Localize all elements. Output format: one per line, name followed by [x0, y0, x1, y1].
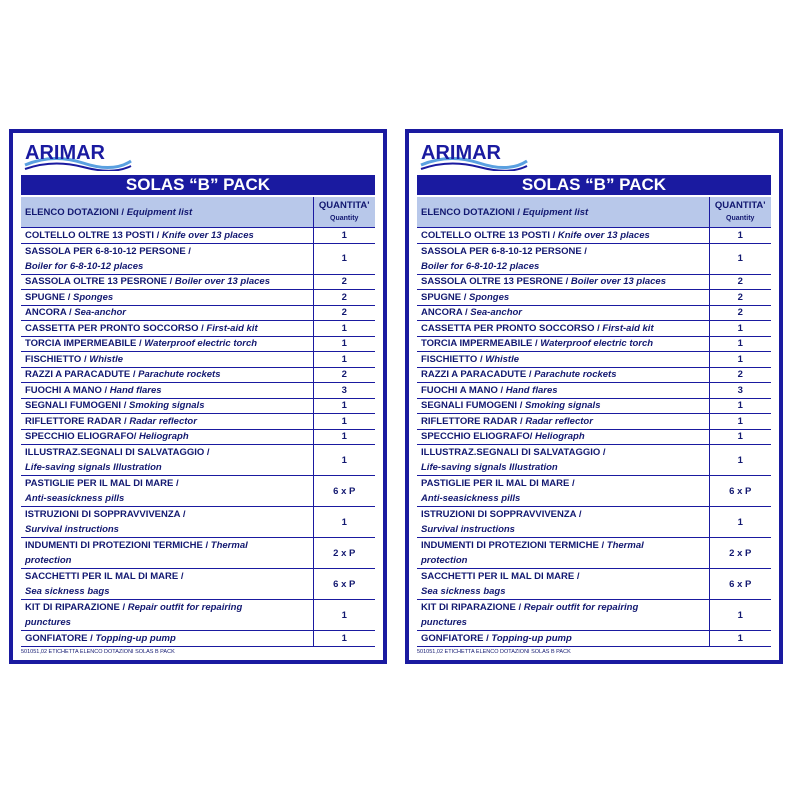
item-quantity: 2 [709, 367, 771, 383]
item-quantity: 6 x P [313, 476, 375, 507]
item-en: Anti-seasickness pills [421, 493, 521, 504]
equipment-item-cell: FUOCHI A MANO / Hand flares [417, 383, 709, 399]
item-it: RIFLETTORE RADAR [421, 415, 518, 427]
table-row [417, 305, 771, 321]
item-quantity: 3 [313, 383, 375, 399]
header-item-cell: ELENCO DOTAZIONI / Equipment list [417, 197, 709, 228]
item-quantity: 6 x P [709, 569, 771, 600]
item-it: GONFIATORE [421, 632, 484, 644]
item-en-continued: punctures [421, 617, 467, 628]
equipment-item-cell: RIFLETTORE RADAR / Radar reflector [417, 414, 709, 430]
footer-code: 501051,02 ETICHETTA ELENCO DOTAZIONI SOLAS B PACK [21, 649, 175, 655]
header-item-en: Equipment list [126, 206, 193, 218]
item-quantity: 1 [313, 336, 375, 352]
item-it: ANCORA [25, 307, 67, 319]
table-row [417, 321, 771, 337]
header-item-en: Equipment list [522, 206, 589, 218]
item-en: Smoking signals [524, 400, 601, 412]
item-quantity: 1 [313, 507, 375, 538]
header-qty-en: Quantity [330, 215, 359, 222]
item-line-1 [421, 600, 705, 615]
table-row [21, 352, 375, 368]
item-it: TORCIA IMPERMEABILE [25, 338, 137, 350]
item-it: COLTELLO OLTRE 13 POSTI [25, 229, 154, 241]
item-it: ILLUSTRAZ.SEGNALI DI SALVATAGGIO / [421, 447, 606, 458]
header-qty-cell [313, 197, 375, 228]
item-it: CASSETTA PER PRONTO SOCCORSO [421, 322, 595, 334]
item-en: Boiler over 13 places [570, 276, 666, 288]
item-quantity: 2 [313, 305, 375, 321]
item-it: KIT DI RIPARAZIONE / [25, 602, 126, 613]
item-quantity: 1 [313, 631, 375, 647]
equipment-table [417, 197, 771, 647]
item-en: Survival instructions [421, 524, 515, 535]
item-it: SASSOLA PER 6-8-10-12 PERSONE / [421, 245, 587, 257]
table-row [21, 274, 375, 290]
equipment-item-cell: RAZZI A PARACADUTE / Parachute rockets [21, 367, 313, 383]
table-row [417, 631, 771, 647]
item-en: Topping-up pump [95, 632, 176, 644]
equipment-item-cell [21, 243, 313, 274]
item-en: Smoking signals [128, 400, 205, 412]
item-en: Boiler for 6-8-10-12 places [25, 260, 144, 272]
table-row [21, 476, 375, 507]
item-en: Waterproof electric torch [144, 338, 258, 350]
item-en: Topping-up pump [491, 632, 572, 644]
table-row [21, 383, 375, 399]
item-en: Life-saving signals Illustration [25, 462, 162, 473]
item-quantity: 1 [709, 228, 771, 244]
item-quantity: 1 [313, 414, 375, 430]
item-line-1 [25, 600, 309, 615]
item-quantity: 1 [709, 631, 771, 647]
arimar-logo [419, 139, 529, 171]
table-row [417, 414, 771, 430]
item-quantity: 1 [313, 600, 375, 631]
item-quantity: 2 [709, 290, 771, 306]
item-en: Parachute rockets [534, 369, 617, 381]
table-row [417, 600, 771, 631]
header-item-cell: ELENCO DOTAZIONI / Equipment list [21, 197, 313, 228]
item-quantity: 1 [709, 336, 771, 352]
table-row [21, 445, 375, 476]
equipment-item-cell: SASSOLA OLTRE 13 PESRONE / Boiler over 13 places [21, 274, 313, 290]
item-quantity: 1 [313, 429, 375, 445]
item-en: Survival instructions [25, 524, 119, 535]
item-it: RAZZI A PARACADUTE [421, 369, 527, 381]
item-quantity: 2 x P [313, 538, 375, 569]
item-en: Sea-anchor [74, 307, 127, 319]
equipment-item-cell [417, 569, 709, 600]
equipment-item-cell [21, 429, 313, 445]
item-en: Heliograph [535, 431, 585, 443]
equipment-item-cell: SASSOLA OLTRE 13 PESRONE / Boiler over 13 places [417, 274, 709, 290]
table-row [21, 429, 375, 445]
equipment-item-cell [21, 507, 313, 538]
equipment-item-cell: TORCIA IMPERMEABILE / Waterproof electric torch [21, 336, 313, 352]
table-row [21, 631, 375, 647]
item-en: Heliograph [139, 431, 189, 443]
item-en: Sea-anchor [470, 307, 523, 319]
item-en: Boiler over 13 places [174, 276, 270, 288]
equipment-item-cell [417, 429, 709, 445]
item-quantity: 2 [313, 290, 375, 306]
item-it: SPECCHIO ELIOGRAFO/ [421, 431, 533, 443]
item-en: Knife over 13 places [557, 229, 650, 241]
equipment-item-cell: SPUGNE / Sponges [21, 290, 313, 306]
item-en: Hand flares [109, 384, 162, 396]
item-it: FISCHIETTO [25, 353, 82, 365]
table-row [417, 398, 771, 414]
table-row [21, 398, 375, 414]
equipment-item-cell: GONFIATORE / Topping-up pump [417, 631, 709, 647]
item-quantity: 2 [313, 367, 375, 383]
table-row [417, 352, 771, 368]
item-it: SASSOLA OLTRE 13 PESRONE [421, 276, 563, 288]
table-row [417, 367, 771, 383]
table-row [417, 445, 771, 476]
item-quantity: 1 [709, 507, 771, 538]
equipment-item-cell: ANCORA / Sea-anchor [21, 305, 313, 321]
equipment-item-cell: RAZZI A PARACADUTE / Parachute rockets [417, 367, 709, 383]
item-it: FISCHIETTO [421, 353, 478, 365]
item-quantity: 1 [709, 414, 771, 430]
item-en: Whistle [89, 353, 124, 365]
item-en: Thermal [210, 540, 248, 551]
item-en: Radar reflector [525, 415, 593, 427]
table-row [417, 336, 771, 352]
item-quantity: 2 [709, 274, 771, 290]
table-row [21, 414, 375, 430]
item-it: SPUGNE [421, 291, 462, 303]
item-it: ISTRUZIONI DI SOPPRAVVIVENZA / [421, 509, 582, 520]
equipment-item-cell [21, 600, 313, 631]
item-en: Boiler for 6-8-10-12 places [421, 260, 540, 272]
item-it: INDUMENTI DI PROTEZIONI TERMICHE / [421, 540, 605, 551]
svg-text:ARIMAR: ARIMAR [421, 142, 501, 164]
equipment-item-cell: ANCORA / Sea-anchor [417, 305, 709, 321]
item-line-1 [25, 538, 309, 553]
table-row [417, 569, 771, 600]
item-it: ISTRUZIONI DI SOPPRAVVIVENZA / [25, 509, 186, 520]
item-en: Anti-seasickness pills [25, 493, 125, 504]
equipment-item-cell [21, 476, 313, 507]
item-it: SASSOLA OLTRE 13 PESRONE [25, 276, 167, 288]
item-quantity: 1 [313, 228, 375, 244]
table-row [21, 367, 375, 383]
item-line-1 [421, 538, 705, 553]
item-it: SACCHETTI PER IL MAL DI MARE / [25, 571, 184, 582]
item-en-continued: punctures [25, 617, 71, 628]
item-en: Parachute rockets [138, 369, 221, 381]
item-en: Repair outfit for repairing [127, 602, 243, 613]
equipment-item-cell: COLTELLO OLTRE 13 POSTI / Knife over 13 places [21, 228, 313, 244]
item-it: COLTELLO OLTRE 13 POSTI [421, 229, 550, 241]
equipment-item-cell: COLTELLO OLTRE 13 POSTI / Knife over 13 places [417, 228, 709, 244]
table-row [21, 507, 375, 538]
item-it: TORCIA IMPERMEABILE [421, 338, 533, 350]
table-row [21, 228, 375, 244]
item-quantity: 3 [709, 383, 771, 399]
item-quantity: 2 x P [709, 538, 771, 569]
item-it: ILLUSTRAZ.SEGNALI DI SALVATAGGIO / [25, 447, 210, 458]
arimar-logo-icon [23, 139, 133, 171]
table-row [417, 274, 771, 290]
table-row [417, 290, 771, 306]
table-row [21, 336, 375, 352]
item-it: INDUMENTI DI PROTEZIONI TERMICHE / [25, 540, 209, 551]
header-qty-en: Quantity [726, 215, 755, 222]
equipment-item-cell [417, 600, 709, 631]
table-row [21, 600, 375, 631]
equipment-item-cell [417, 476, 709, 507]
item-quantity: 1 [709, 429, 771, 445]
item-it: PASTIGLIE PER IL MAL DI MARE / [421, 478, 575, 489]
label-card-left [9, 129, 387, 664]
item-en-continued: protection [421, 555, 468, 566]
table-row [21, 569, 375, 600]
item-it: SPECCHIO ELIOGRAFO/ [25, 431, 137, 443]
header-qty-it: QUANTITA' [318, 200, 370, 211]
item-it: SEGNALI FUMOGENI [25, 400, 122, 412]
item-it: CASSETTA PER PRONTO SOCCORSO [25, 322, 199, 334]
item-en: Sea sickness bags [25, 586, 110, 597]
header-item-it: ELENCO DOTAZIONI [25, 206, 119, 218]
item-quantity: 2 [313, 274, 375, 290]
item-quantity: 6 x P [709, 476, 771, 507]
item-quantity: 1 [313, 398, 375, 414]
item-en: First-aid kit [206, 322, 258, 334]
item-it: KIT DI RIPARAZIONE / [421, 602, 522, 613]
equipment-item-cell: SEGNALI FUMOGENI / Smoking signals [417, 398, 709, 414]
equipment-table [21, 197, 375, 647]
svg-text:ARIMAR: ARIMAR [25, 142, 105, 164]
item-quantity: 1 [313, 445, 375, 476]
item-en: First-aid kit [602, 322, 654, 334]
item-en: Life-saving signals Illustration [421, 462, 558, 473]
equipment-item-cell [417, 507, 709, 538]
equipment-item-cell: GONFIATORE / Topping-up pump [21, 631, 313, 647]
table-row [417, 383, 771, 399]
equipment-item-cell: CASSETTA PER PRONTO SOCCORSO / First-aid kit [417, 321, 709, 337]
item-quantity: 1 [709, 321, 771, 337]
item-en: Waterproof electric torch [540, 338, 654, 350]
equipment-item-cell: CASSETTA PER PRONTO SOCCORSO / First-aid kit [21, 321, 313, 337]
table-row [21, 538, 375, 569]
item-it: RIFLETTORE RADAR [25, 415, 122, 427]
equipment-item-cell [21, 538, 313, 569]
item-it: FUOCHI A MANO [421, 384, 498, 396]
table-row [417, 243, 771, 274]
item-it: RAZZI A PARACADUTE [25, 369, 131, 381]
item-quantity: 1 [313, 321, 375, 337]
equipment-item-cell [417, 445, 709, 476]
equipment-item-cell: FISCHIETTO / Whistle [21, 352, 313, 368]
item-quantity: 1 [709, 445, 771, 476]
item-it: SASSOLA PER 6-8-10-12 PERSONE / [25, 245, 191, 257]
item-quantity: 2 [709, 305, 771, 321]
equipment-item-cell [417, 243, 709, 274]
equipment-item-cell [21, 569, 313, 600]
equipment-item-cell: RIFLETTORE RADAR / Radar reflector [21, 414, 313, 430]
equipment-item-cell: FUOCHI A MANO / Hand flares [21, 383, 313, 399]
equipment-item-cell [417, 538, 709, 569]
item-it: PASTIGLIE PER IL MAL DI MARE / [25, 478, 179, 489]
table-row [21, 290, 375, 306]
table-row [417, 476, 771, 507]
item-quantity: 1 [313, 352, 375, 368]
table-row [21, 321, 375, 337]
table-row [417, 429, 771, 445]
item-it: SEGNALI FUMOGENI [421, 400, 518, 412]
item-en: Whistle [485, 353, 520, 365]
item-quantity: 1 [709, 243, 771, 274]
table-row [21, 243, 375, 274]
table-row [417, 228, 771, 244]
item-it: SACCHETTI PER IL MAL DI MARE / [421, 571, 580, 582]
table-row [21, 305, 375, 321]
header-qty-it: QUANTITA' [714, 200, 766, 211]
header-qty-cell [709, 197, 771, 228]
item-en: Sponges [469, 291, 510, 303]
table-header-row [417, 197, 771, 228]
item-en-continued: protection [25, 555, 72, 566]
equipment-item-cell: SEGNALI FUMOGENI / Smoking signals [21, 398, 313, 414]
item-en: Radar reflector [129, 415, 197, 427]
arimar-logo [23, 139, 133, 171]
equipment-item-cell: TORCIA IMPERMEABILE / Waterproof electric torch [417, 336, 709, 352]
item-quantity: 1 [709, 398, 771, 414]
label-card-right [405, 129, 783, 664]
item-it: ANCORA [421, 307, 463, 319]
item-quantity: 6 x P [313, 569, 375, 600]
table-row [417, 538, 771, 569]
item-en: Hand flares [505, 384, 558, 396]
item-en: Thermal [606, 540, 644, 551]
arimar-logo-icon [419, 139, 529, 171]
equipment-item-cell: FISCHIETTO / Whistle [417, 352, 709, 368]
item-en: Repair outfit for repairing [523, 602, 639, 613]
item-en: Sea sickness bags [421, 586, 506, 597]
pack-title: SOLAS “B” PACK [21, 175, 375, 195]
table-header-row [21, 197, 375, 228]
item-quantity: 1 [313, 243, 375, 274]
item-it: SPUGNE [25, 291, 66, 303]
item-it: FUOCHI A MANO [25, 384, 102, 396]
header-item-it: ELENCO DOTAZIONI [421, 206, 515, 218]
item-quantity: 1 [709, 600, 771, 631]
equipment-item-cell [21, 445, 313, 476]
table-row [417, 507, 771, 538]
equipment-item-cell: SPUGNE / Sponges [417, 290, 709, 306]
item-en: Knife over 13 places [161, 229, 254, 241]
item-quantity: 1 [709, 352, 771, 368]
pack-title: SOLAS “B” PACK [417, 175, 771, 195]
item-it: GONFIATORE [25, 632, 88, 644]
item-en: Sponges [73, 291, 114, 303]
footer-code: 501051,02 ETICHETTA ELENCO DOTAZIONI SOLAS B PACK [417, 649, 571, 655]
